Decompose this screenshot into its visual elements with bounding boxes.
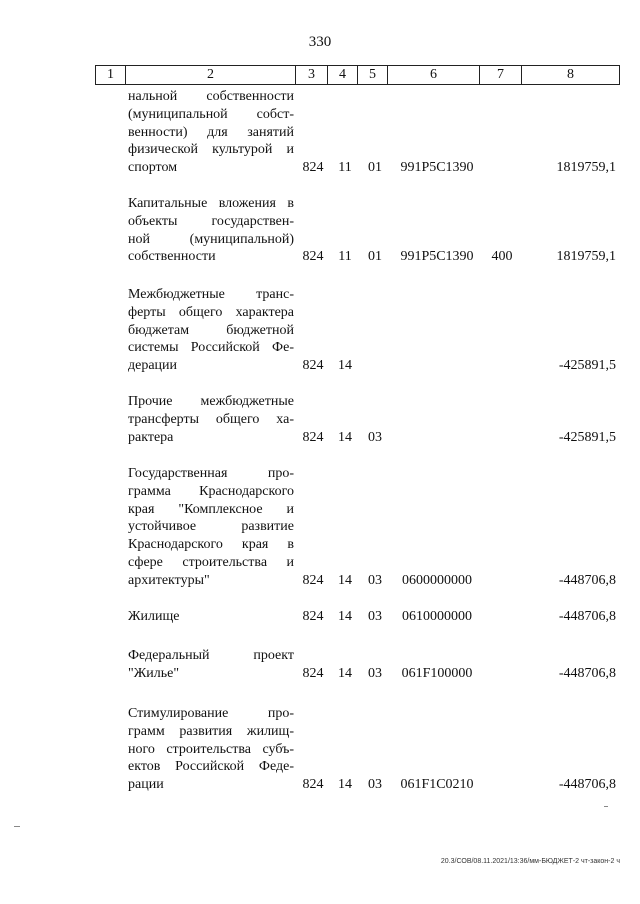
- description-line: Прочие межбюджетные: [128, 394, 294, 409]
- row-description: [128, 88, 294, 177]
- cell-c4: 11: [338, 160, 352, 176]
- description-line: Жилище: [128, 609, 180, 624]
- description-line: Стимулирование про-: [128, 706, 294, 721]
- header-col-7: 7: [480, 66, 522, 84]
- cell-c6: 061F100000: [401, 665, 473, 681]
- margin-mark: [604, 806, 608, 807]
- header-col-3: 3: [296, 66, 328, 84]
- description-line: трансферты общего ха-: [128, 411, 294, 427]
- cell-c3: 824: [302, 777, 324, 793]
- cell-c5: 03: [368, 665, 382, 681]
- cell-c5: 01: [368, 160, 382, 176]
- cell-c3: 824: [302, 429, 324, 445]
- cell-c3: 824: [302, 358, 324, 374]
- description-line: физической культурой и: [128, 142, 294, 158]
- description-line: Федеральный проект: [128, 648, 294, 663]
- page-number: 330: [308, 34, 332, 50]
- description-line: дерации: [128, 358, 178, 374]
- cell-c6: 991P5C1390: [400, 160, 474, 176]
- cell-c8: -448706,8: [558, 609, 616, 624]
- cell-c6: 0600000000: [402, 572, 472, 588]
- header-col-4: 4: [328, 66, 358, 84]
- description-line: спортом: [128, 160, 178, 176]
- cell-c8: -448706,8: [558, 777, 616, 793]
- description-line: ной (муниципальной): [128, 231, 294, 247]
- description-line: Капитальные вложения в: [128, 196, 294, 211]
- cell-c3: 824: [302, 160, 324, 176]
- cell-c3: 824: [302, 249, 324, 265]
- cell-c6: 991P5C1390: [400, 249, 474, 265]
- description-line: ферты общего характера: [128, 304, 294, 320]
- description-line: сфере строительства и: [128, 554, 294, 570]
- cell-c3: 824: [302, 665, 324, 681]
- description-line: венности) для занятий: [128, 124, 294, 140]
- cell-c3: 824: [302, 609, 324, 624]
- table-header: [95, 65, 620, 85]
- description-line: грамм развития жилищ-: [128, 723, 294, 739]
- cell-c4: 14: [338, 777, 352, 793]
- row-description: [128, 647, 294, 683]
- cell-c8: -448706,8: [558, 665, 616, 681]
- cell-c5: 03: [368, 777, 382, 793]
- description-line: грамма Краснодарского: [128, 483, 294, 499]
- footer-stamp: 20.3/СОВ/08.11.2021/13:36/мм-БЮДЖЕТ-2 чт-закон-2 ч: [440, 858, 620, 865]
- header-col-6: 6: [388, 66, 480, 84]
- cell-c4: 14: [338, 665, 352, 681]
- cell-c8: 1819759,1: [556, 160, 616, 176]
- row-description: [128, 608, 294, 626]
- description-line: собственности: [128, 249, 216, 265]
- description-line: "Жилье": [128, 665, 180, 681]
- cell-c8: -425891,5: [558, 429, 616, 445]
- description-line: ектов Российской Феде-: [128, 759, 294, 775]
- margin-mark: [14, 826, 20, 827]
- description-line: устойчивое развитие: [128, 519, 294, 535]
- description-line: бюджетам бюджетной: [128, 322, 294, 338]
- row-description: [128, 286, 294, 375]
- description-line: системы Российской Фе-: [128, 340, 294, 356]
- cell-c4: 14: [338, 572, 352, 588]
- cell-c6: 0610000000: [402, 609, 472, 624]
- description-line: объекты государствен-: [128, 213, 294, 229]
- description-line: (муниципальной собст-: [128, 106, 294, 122]
- cell-c8: 1819759,1: [556, 249, 616, 265]
- row-description: [128, 393, 294, 446]
- row-description: [128, 195, 294, 266]
- cell-c4: 14: [338, 429, 352, 445]
- cell-c7: 400: [491, 249, 513, 265]
- cell-c8: -448706,8: [558, 572, 616, 588]
- cell-c6: 061F1C0210: [400, 777, 474, 793]
- description-line: Краснодарского края в: [128, 537, 294, 553]
- description-line: ного строительства субъ-: [128, 741, 294, 757]
- cell-c4: 14: [338, 358, 352, 374]
- description-line: края "Комплексное и: [128, 501, 294, 517]
- cell-c5: 03: [368, 609, 382, 624]
- description-line: нальной собственности: [128, 89, 294, 104]
- cell-c3: 824: [302, 572, 324, 588]
- cell-c5: 03: [368, 572, 382, 588]
- row-description: [128, 465, 294, 590]
- description-line: рактера: [128, 429, 174, 445]
- cell-c4: 14: [338, 609, 352, 624]
- description-line: Межбюджетные транс-: [128, 287, 294, 302]
- header-col-1: 1: [96, 66, 126, 84]
- row-description: [128, 705, 294, 794]
- description-line: рации: [128, 777, 164, 793]
- cell-c4: 11: [338, 249, 352, 265]
- cell-c5: 01: [368, 249, 382, 265]
- cell-c8: -425891,5: [558, 358, 616, 374]
- cell-c5: 03: [368, 429, 382, 445]
- header-col-8: 8: [567, 67, 574, 82]
- description-line: Государственная про-: [128, 466, 294, 481]
- header-col-2: 2: [126, 66, 296, 84]
- description-line: архитектуры": [128, 572, 210, 588]
- header-col-5: 5: [358, 66, 388, 84]
